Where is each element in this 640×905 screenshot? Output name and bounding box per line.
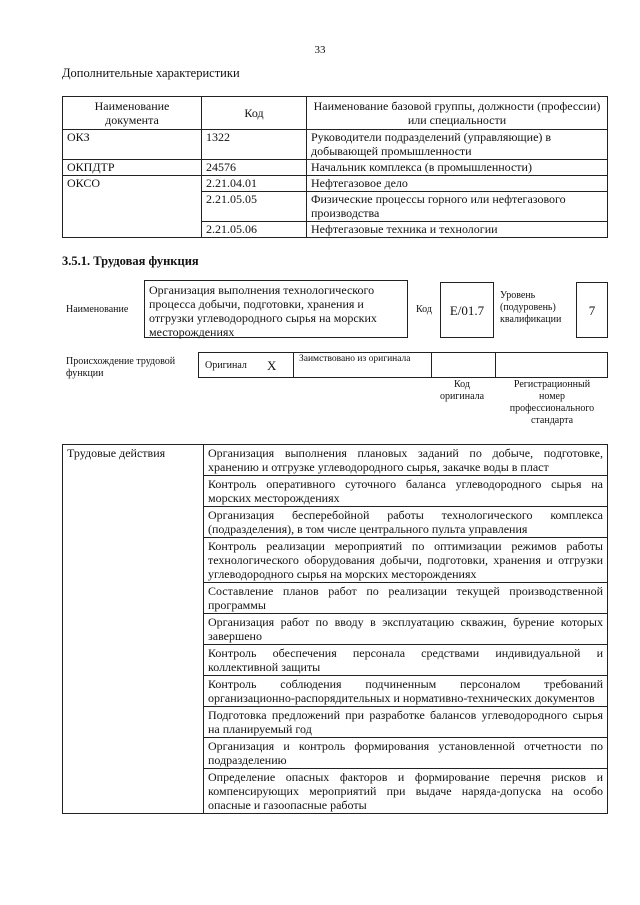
origin-label: Происхождение трудовой функции xyxy=(66,356,176,379)
row-doc: ОКЗ xyxy=(63,130,202,160)
action-item: Составление планов работ по реализации текущей производственной программы xyxy=(204,583,608,614)
function-code: Е/01.7 xyxy=(449,303,485,318)
page-number: 33 xyxy=(314,44,326,56)
action-item: Организация работ по вводу в эксплуатацию скважин, бурение которых завершено xyxy=(204,614,608,645)
characteristics-table xyxy=(62,96,608,238)
table-row xyxy=(63,176,608,192)
function-level: 7 xyxy=(588,303,596,318)
row-code: 24576 xyxy=(202,160,307,176)
action-item: Организация бесперебойной работы технологического комплекса (подразделения), в том числе центрального пульта управления xyxy=(204,507,608,538)
row-code: 2.21.04.01 xyxy=(202,176,307,192)
row-name: Нефтегазовые техника и технологии xyxy=(307,222,608,238)
row-code: 1322 xyxy=(202,130,307,160)
origin-box xyxy=(198,352,608,378)
function-name: Организация выполнения технологического процесса добычи, подготовки, хранения и отгрузки углеводородного сырья на морских месторождениях xyxy=(149,283,377,339)
action-item: Организация выполнения плановых заданий по добыче, подготовке, хранению и отгрузке углеводородного сырья, закачке воды в пласт xyxy=(204,445,608,476)
reg-caption: Регистрационный номер профессионального стандарта xyxy=(509,379,595,426)
row-code: 2.21.05.06 xyxy=(202,222,307,238)
actions-label: Трудовые действия xyxy=(63,445,204,814)
action-item: Контроль оперативного суточного баланса углеводородного сырья на морских месторождениях xyxy=(204,476,608,507)
row-doc: ОКСО xyxy=(63,176,202,238)
code-caption: Код оригинала xyxy=(439,379,485,402)
header-code: Код xyxy=(202,97,307,130)
row-code: 2.21.05.05 xyxy=(202,192,307,222)
action-item: Подготовка предложений при разработке балансов углеводородного сырья на планируемый год xyxy=(204,707,608,738)
origin-divider xyxy=(431,353,432,377)
actions-table xyxy=(62,444,608,814)
header-name: Наименование базовой группы, должности (профессии) или специальности xyxy=(307,97,608,130)
origin-divider xyxy=(293,353,294,377)
row-name: Начальник комплекса (в промышленности) xyxy=(307,160,608,176)
action-item: Контроль соблюдения подчиненным персоналом требований организационно-распорядительных и нормативно-технических документов xyxy=(204,676,608,707)
function-level-box xyxy=(576,282,608,338)
function-name-box xyxy=(144,280,408,338)
borrowed-label: Заимствовано из оригинала xyxy=(299,354,411,364)
origin-divider xyxy=(495,353,496,377)
function-heading: 3.5.1. Трудовая функция xyxy=(62,254,199,268)
code-label: Код xyxy=(416,304,432,315)
table-row xyxy=(63,160,608,176)
row-name: Нефтегазовое дело xyxy=(307,176,608,192)
name-label: Наименование xyxy=(66,304,129,315)
row-name: Руководители подразделений (управляющие) в добывающей промышленности xyxy=(307,130,608,160)
function-code-box xyxy=(440,282,494,338)
action-item: Организация и контроль формирования установленной отчетности по подразделению xyxy=(204,738,608,769)
section-title: Дополнительные характеристики xyxy=(62,66,240,80)
action-item: Контроль обеспечения персонала средствами индивидуальной и коллективной защиты xyxy=(204,645,608,676)
action-item: Определение опасных факторов и формирование перечня рисков и компенсирующих мероприятий при выдаче наряда-допуска на особо опасные и газоопасные работы xyxy=(204,769,608,814)
header-document: Наименование документа xyxy=(63,97,202,130)
level-label: Уровень (подуровень) квалификации xyxy=(500,290,562,325)
row-name: Физические процессы горного или нефтегазового производства xyxy=(307,192,608,222)
original-mark: Х xyxy=(267,358,277,373)
action-item: Контроль реализации мероприятий по оптимизации режимов работы технологического оборудования добычи, подготовки, хранения и отгрузки углеводородного сырья на морских месторождениях xyxy=(204,538,608,583)
original-label: Оригинал xyxy=(205,360,247,371)
table-row xyxy=(63,130,608,160)
row-doc: ОКПДТР xyxy=(63,160,202,176)
